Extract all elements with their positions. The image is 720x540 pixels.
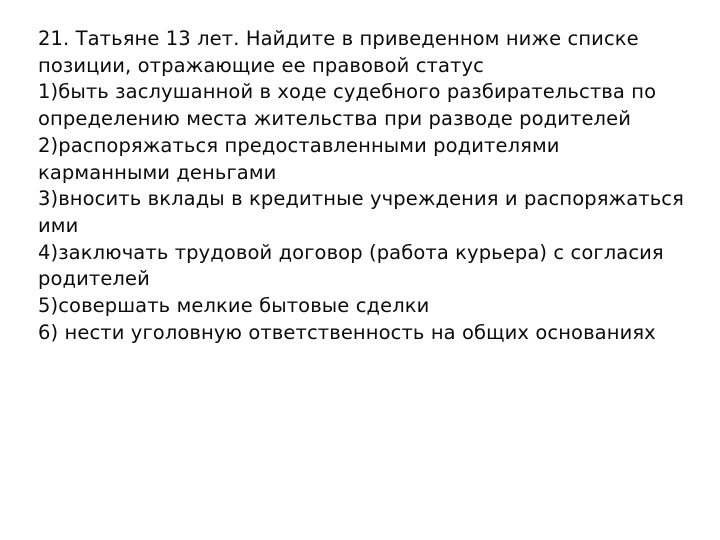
option-item-1: 1)быть заслушанной в ходе судебного разбирательства по определению места жительства при разводе родителей [38,80,663,131]
question-text-block [38,26,691,346]
option-item-4: 4)заключать трудовой договор (работа курьера) с согласия родителей [38,240,671,291]
option-item-6: 6) нести уголовную ответственность на общих основаниях [38,320,656,344]
option-item-2: 2)распоряжаться предоставленными родителями карманными деньгами [38,133,566,184]
option-item-3: 3)вносить вклады в кредитные учреждения и распоряжаться ими [38,187,691,237]
option-item-5: 5)совершать мелкие бытовые сделки [38,294,430,318]
question-prompt: 21. Татьяне 13 лет. Найдите в приведенном ниже списке позиции, отражающие ее правовой статус [38,27,646,77]
